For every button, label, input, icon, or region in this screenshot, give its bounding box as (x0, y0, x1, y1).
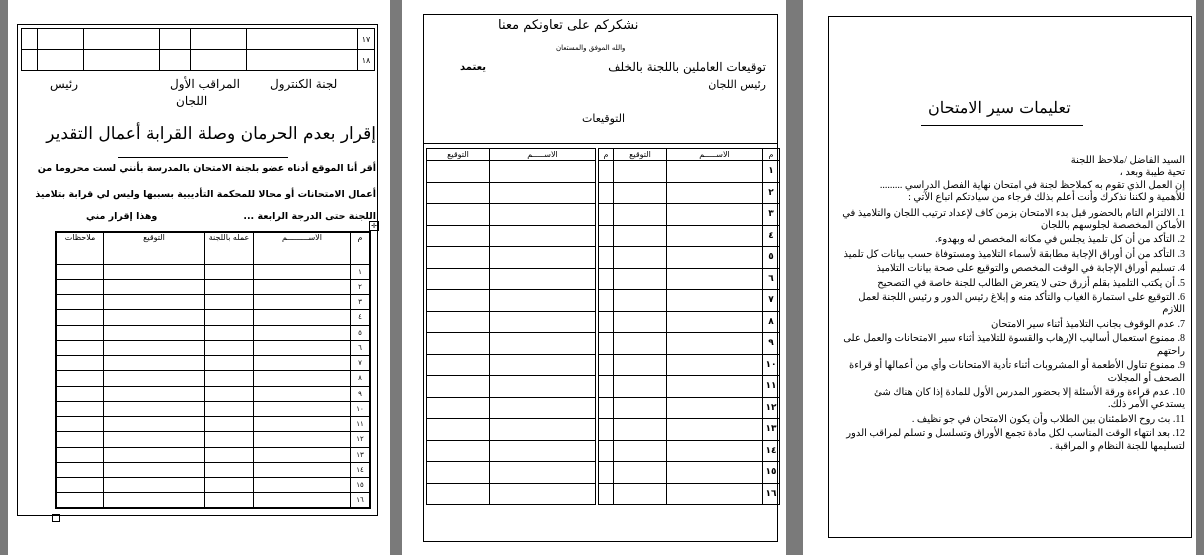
table-row (427, 483, 780, 505)
table-row (56, 447, 370, 462)
row-number: ١٥ (351, 478, 371, 493)
instruction-item: 11. بث روح الاطمئنان بين الطلاب وأن يكون الامتحان في جو نظيف . (911, 413, 1185, 425)
row-number: ٦ (763, 268, 780, 290)
table-row (56, 295, 370, 310)
declaration-title: إقرار بعدم الحرمان وصلة القرابة أعمال التقدير (46, 124, 376, 144)
thanks-text: نشكركم على تعاونكم معنا (498, 18, 639, 33)
col-header-signature-2: التوقيع (427, 149, 490, 161)
row-number: ٧ (763, 290, 780, 312)
table-row (427, 225, 780, 247)
row-number: ٨ (763, 311, 780, 333)
declaration-line-2: أعمال الامتحانات أو محالا للمحكمة التأديبية بسببها وليس لي قرابة بتلاميذ (35, 189, 376, 200)
committees-sub-label: اللجان (176, 94, 208, 108)
table-row (56, 386, 370, 401)
table-row (427, 419, 780, 441)
col-header-index: م (351, 232, 371, 264)
middle-page (402, 0, 786, 555)
committee-control-label: لجنة الكنترول (270, 77, 338, 91)
table-move-handle[interactable]: ✛ (369, 221, 379, 231)
row-number: ٩ (351, 386, 371, 401)
row-number: ١ (351, 264, 371, 279)
col-header-signature: التوقيع (614, 149, 667, 161)
instruction-item: 9. ممنوع تناول الأطعمة أو المشروبات أثناء تأدية الامتحانات وأي من أعمالها أو قراءة الصحف أو المجلات (848, 360, 1185, 384)
row-number: ٤ (763, 225, 780, 247)
col-header-name: الاســـــم (667, 149, 763, 161)
table-row (427, 161, 780, 183)
row-number: ٧ (351, 356, 371, 371)
table-resize-handle[interactable] (52, 514, 60, 522)
row-number: ٨ (351, 371, 371, 386)
row-number: ١٤ (351, 462, 371, 477)
row-number: ١٣ (351, 447, 371, 462)
first-observer-label: المراقب الأول (170, 77, 240, 91)
top-row-number: ١٨ (358, 50, 375, 71)
table-row (56, 264, 370, 279)
table-row (427, 182, 780, 204)
declaration-line-4: وهذا إقرار مني (86, 211, 158, 222)
instruction-item: 2. التأكد من أن كل تلميذ يجلس في مكانه المخصص له وبهدوء. (935, 234, 1185, 246)
row-number: ٣ (763, 204, 780, 226)
col-header-signature: التوقيع (104, 232, 205, 264)
table-row (56, 279, 370, 294)
col-header-index: م (763, 149, 780, 161)
row-number: ١٣ (763, 419, 780, 441)
row-number: ١٠ (351, 401, 371, 416)
row-number: ٤ (351, 310, 371, 325)
row-number: ٢ (763, 182, 780, 204)
col-header-role: عمله باللجنة (205, 232, 254, 264)
row-number: ٦ (351, 340, 371, 355)
row-number: ١٦ (763, 483, 780, 505)
signatures-title: التوقيعات (582, 112, 626, 125)
table-row (56, 478, 370, 493)
table-row (56, 371, 370, 386)
greeting: السيد الفاضل /ملاحظ اللجنة (1070, 155, 1185, 166)
head-label: رئيس (50, 77, 79, 91)
left-page (8, 0, 390, 555)
row-number: ١١ (763, 376, 780, 398)
title-underline (118, 157, 288, 158)
signatures-line: توقيعات العاملين باللجنة بالخلف (608, 60, 766, 74)
table-row (427, 311, 780, 333)
table-row (427, 462, 780, 484)
section-divider (423, 143, 778, 144)
col-header-notes: ملاحظات (56, 232, 104, 264)
instruction-item: 6. التوقيع على استمارة الغياب والتأكد منه و إبلاغ رئيس الدور و رئيس اللجنة لعمل اللازم (858, 292, 1185, 316)
table-row (56, 462, 370, 477)
table-row (56, 356, 370, 371)
col-header-name: الاســـــــــم (254, 232, 351, 264)
instruction-item: 5. أن يكتب التلميذ بقلم أزرق حتى لا يتعرض الطالب للجنة خاصة في التصحيح (877, 277, 1185, 289)
table-row (427, 290, 780, 312)
instruction-item: 12. بعد انتهاء الوقت المناسب لكل مادة تجمع الأوراق وتسلسل و تسلم لمراقب الدور لتسليمها للجنة النظام و المراقبة . (846, 428, 1185, 452)
declaration-line-3: اللجنة حتى الدرجة الرابعة ... (243, 211, 376, 222)
right-page (803, 0, 1196, 555)
table-row (56, 325, 370, 340)
table-row (56, 493, 370, 508)
intro-line-1: إن العمل الذي تقوم به كملاحظ لجنة في امتحان نهاية الفصل الدراسي ......... (879, 179, 1185, 191)
salutation: تحية طيبة وبعد ، (1119, 167, 1185, 179)
approve-label: يعتمد (460, 62, 486, 73)
row-number: ١٤ (763, 440, 780, 462)
top-row-number: ١٧ (358, 29, 375, 50)
table-row (427, 376, 780, 398)
instruction-item: 7. عدم الوقوف بجانب التلاميذ أثناء سير الامتحان (991, 318, 1185, 330)
declaration-line-1: أقر أنا الموقع أدناه عضو بلجنة الامتحان بالمدرسة بأنني لست محروما من (37, 163, 376, 174)
instruction-item: 10. عدم قراءة ورقة الأسئلة إلا بحضور المدرس الأول للمادة إذا كان هناك شئ يستدعي الأمر ذلك. (874, 386, 1185, 411)
col-header-index-2: م (597, 149, 614, 161)
intro-line-2: للأهمية و لكننا نذكرك وأنت أعلم بذلك فرجاء من سيادتكم اتباع الآتي : (908, 192, 1185, 204)
row-number: ٢ (351, 279, 371, 294)
top-rows-table (21, 28, 375, 71)
table-row (56, 310, 370, 325)
instructions-body (841, 155, 1185, 455)
table-row (427, 354, 780, 376)
table-row (56, 401, 370, 416)
instruction-item: 4. تسليم أوراق الإجابة في الوقت المخصص والتوقيع على صحة بيانات التلاميذ (876, 263, 1185, 275)
col-header-name-2: الاســـــم (490, 149, 598, 161)
declaration-table (55, 231, 371, 509)
row-number: ١٦ (351, 493, 371, 508)
table-row (427, 204, 780, 226)
instruction-item: 8. ممنوع استعمال أساليب الإرهاب والقسوة للتلاميذ أثناء سير الامتحانات والعمل على راحتهم (843, 333, 1185, 357)
table-row (56, 417, 370, 432)
table-row (427, 397, 780, 419)
instruction-item: 3. التأكد من أن أوراق الإجابة مطابقة لأسماء التلاميذ ومستوفاة حسب بيانات كل تلميذ (843, 248, 1185, 260)
row-number: ١ (763, 161, 780, 183)
title-underline (921, 125, 1083, 126)
row-number: ٥ (763, 247, 780, 269)
table-row (427, 440, 780, 462)
table-row (56, 340, 370, 355)
table-row (427, 333, 780, 355)
instructions-list (841, 208, 1185, 453)
row-number: ١١ (351, 417, 371, 432)
row-number: ٣ (351, 295, 371, 310)
table-row (56, 432, 370, 447)
table-row (427, 247, 780, 269)
row-number: ١٢ (351, 432, 371, 447)
instructions-title: تعليمات سير الامتحان (928, 98, 1071, 117)
table-row (427, 268, 780, 290)
signatures-table (426, 148, 780, 505)
row-number: ٥ (351, 325, 371, 340)
row-number: ١٠ (763, 354, 780, 376)
instruction-item: 1. الالتزام التام بالحضور قبل بدء الامتحان بزمن كاف لإعداد ترتيب اللجان والتلاميذ في الأماكن المخصصة لجلوسهم باللجان (842, 207, 1185, 232)
head-of-committees: رئيس اللجان (708, 78, 766, 91)
thanks-subtext: والله الموفق والمستعان (556, 44, 626, 52)
row-number: ١٥ (763, 462, 780, 484)
row-number: ٩ (763, 333, 780, 355)
row-number: ١٢ (763, 397, 780, 419)
